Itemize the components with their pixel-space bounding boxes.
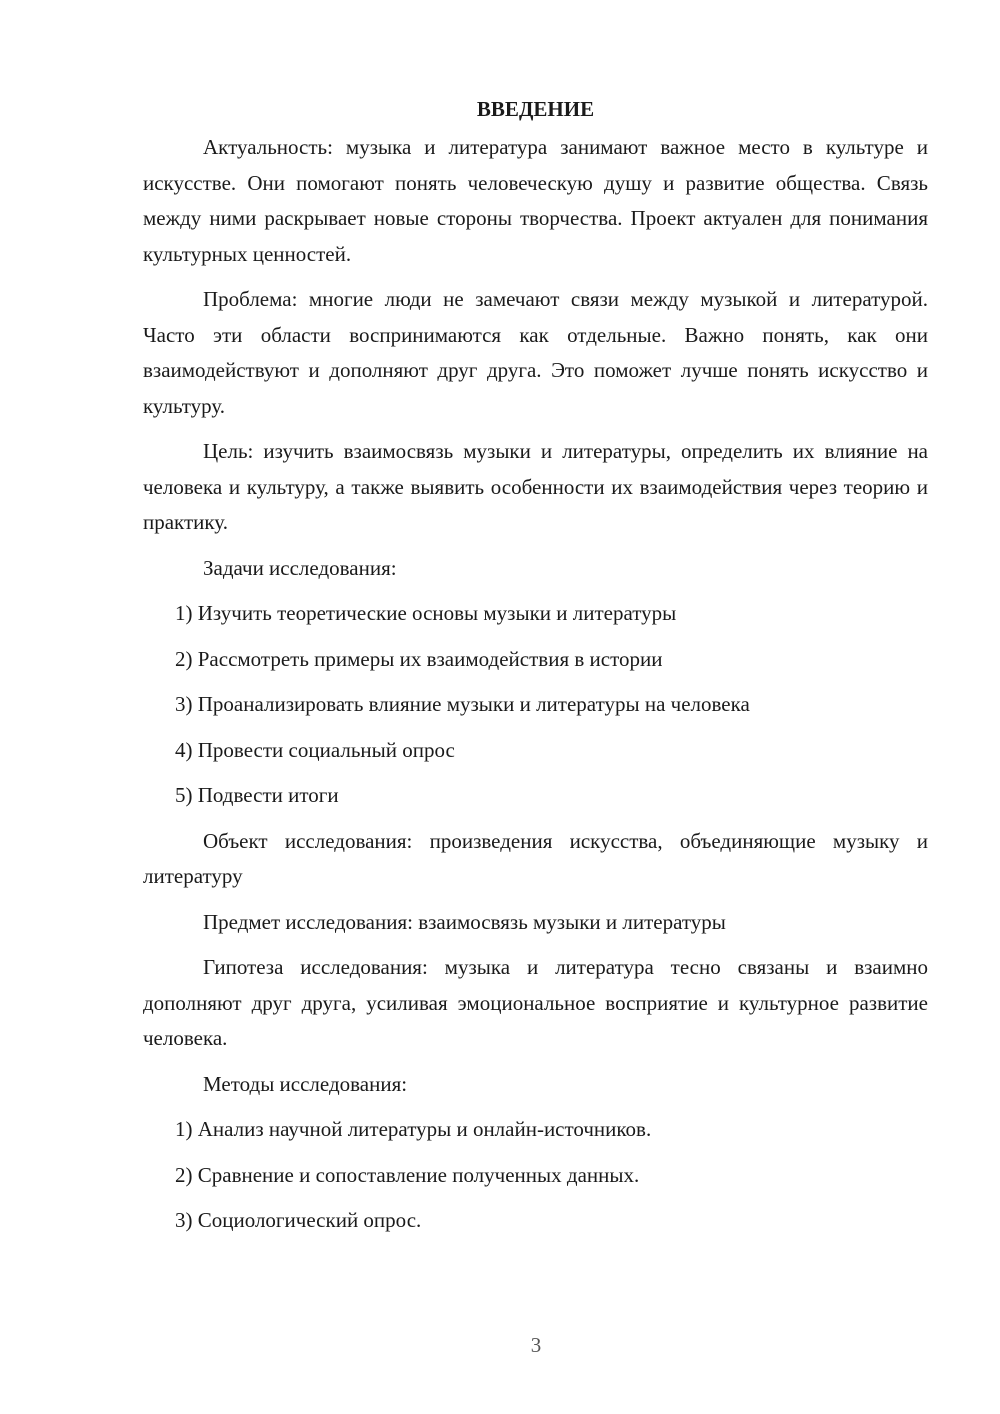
- subject-paragraph: Предмет исследования: взаимосвязь музыки и литературы: [203, 909, 726, 934]
- methods-list: [143, 1112, 928, 1239]
- list-item: 2) Рассмотреть примеры их взаимодействия в истории: [175, 646, 663, 671]
- methods-heading: Методы исследования:: [203, 1071, 408, 1096]
- list-item: 1) Анализ научной литературы и онлайн-источников.: [175, 1117, 652, 1141]
- list-item: 2) Сравнение и сопоставление полученных данных.: [175, 1162, 640, 1187]
- problem-paragraph: Проблема: многие люди не замечают связи между музыкой и литературой. Часто эти области воспринимаются как отдельные. Важно понять, как они взаимодействуют и дополняют друг друга. Это поможет лучше понять искусство и культуру.: [143, 287, 928, 418]
- tasks-list: [143, 596, 928, 814]
- list-item: 1) Изучить теоретические основы музыки и литературы: [175, 601, 677, 625]
- page-number: 3: [530, 1333, 542, 1357]
- tasks-heading: Задачи исследования:: [203, 555, 397, 580]
- relevance-paragraph: Актуальность: музыка и литература занимают важное место в культуре и искусстве. Они помогают понять человеческую душу и развитие общества. Связь между ними раскрывает новые стороны творчества. Проект актуален для понимания культурных ценностей.: [143, 135, 928, 266]
- list-item: 3) Проанализировать влияние музыки и литературы на человека: [175, 692, 750, 716]
- hypothesis-paragraph: Гипотеза исследования: музыка и литература тесно связаны и взаимно дополняют друг друга, усиливая эмоциональное восприятие и культурное развитие человека.: [143, 955, 928, 1050]
- object-paragraph: Объект исследования: произведения искусства, объединяющие музыку и литературу: [143, 828, 928, 888]
- list-item: 3) Социологический опрос.: [175, 1208, 422, 1232]
- goal-paragraph: Цель: изучить взаимосвязь музыки и литературы, определить их влияние на человека и культуру, а также выявить особенности их взаимодействия через теорию и практику.: [143, 439, 928, 534]
- section-title: ВВЕДЕНИЕ: [476, 97, 595, 121]
- document-page: [143, 92, 928, 1249]
- list-item: 5) Подвести итоги: [175, 783, 339, 807]
- list-item: 4) Провести социальный опрос: [175, 737, 455, 762]
